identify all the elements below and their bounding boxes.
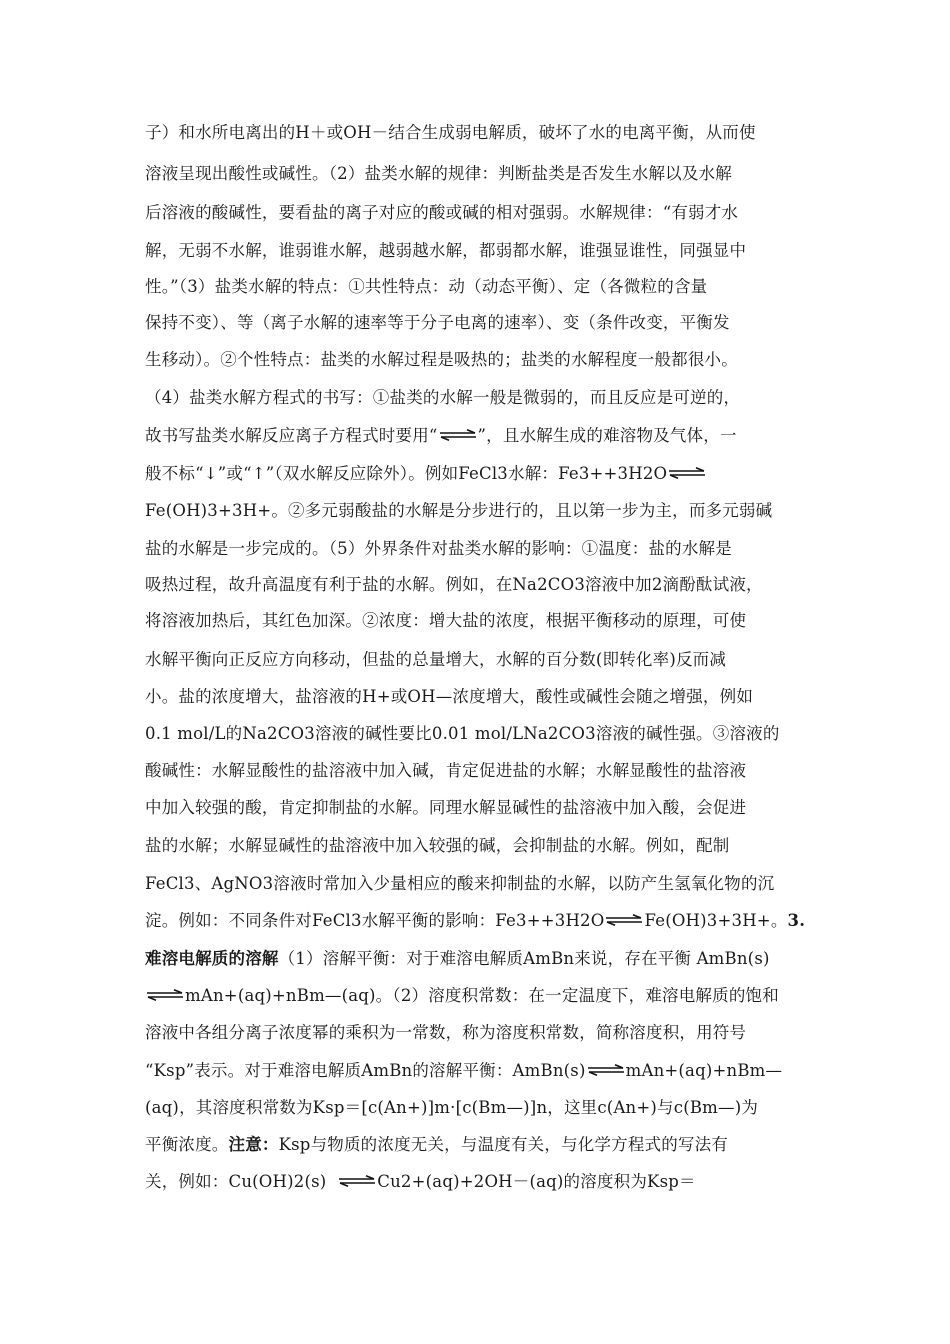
text-line bbox=[145, 532, 732, 566]
text-segment: （1）溶解平衡：对于难溶电解质AmBn来说，存在平衡 AmBn(s) bbox=[278, 949, 770, 968]
text-segment: 酸碱性：水解显酸性的盐溶液中加入碱，肯定促进盐的水解；水解显酸性的盐溶液 bbox=[145, 761, 747, 780]
text-segment: 0.1 mol/L的Na2CO3溶液的碱性要比0.01 mol/LNa2CO3溶液的碱性强。③溶液的 bbox=[145, 724, 780, 743]
text-line bbox=[145, 1091, 758, 1125]
text-segment: 溶液呈现出酸性或碱性。（2）盐类水解的规律：判断盐类是否发生水解以及水解 bbox=[145, 164, 732, 183]
text-line bbox=[145, 604, 746, 638]
text-segment: 关，例如：Cu(OH)2(s) bbox=[145, 1172, 338, 1191]
text-segment: 小。盐的浓度增大，盐溶液的H+或OH—浓度增大，酸性或碱性会随之增强，例如 bbox=[145, 687, 754, 706]
text-segment: ”，且水解生成的难溶物及气体，一 bbox=[477, 426, 737, 445]
text-line bbox=[145, 157, 732, 191]
text-line bbox=[145, 1165, 696, 1199]
section-number: 3. bbox=[787, 911, 806, 930]
text-segment: Ksp与物质的浓度无关，与温度有关，与化学方程式的写法有 bbox=[278, 1135, 729, 1154]
text-line bbox=[145, 270, 707, 304]
text-segment: (aq)，其溶度积常数为Ksp＝[c(An+)]m·[c(Bm—)]n，这里c(An+)与c(Bm—)为 bbox=[145, 1098, 759, 1117]
text-segment: 盐的水解；水解显碱性的盐溶液中加入较强的碱，会抑制盐的水解。例如，配制 bbox=[145, 836, 730, 855]
text-segment: mAn+(aq)+nBm— bbox=[625, 1061, 783, 1080]
text-line bbox=[145, 717, 780, 751]
text-segment: 盐的水解是一步完成的。（5）外界条件对盐类水解的影响：①温度：盐的水解是 bbox=[145, 539, 732, 558]
text-segment: 平衡浓度。 bbox=[145, 1135, 229, 1154]
text-line bbox=[145, 381, 740, 415]
text-line bbox=[145, 419, 737, 453]
text-segment: 溶液中各组分离子浓度幂的乘积为一常数，称为溶度积常数，简称溶度积，用符号 bbox=[145, 1023, 747, 1042]
text-line bbox=[145, 234, 746, 268]
text-line bbox=[145, 494, 772, 528]
equilibrium-arrow-icon bbox=[667, 467, 707, 479]
text-line bbox=[145, 1054, 782, 1088]
text-segment: 故书写盐类水解反应离子方程式时要用“ bbox=[145, 426, 438, 445]
section-heading: 难溶电解质的溶解 bbox=[145, 949, 279, 968]
text-segment: 吸热过程，故升高温度有利于盐的水解。例如，在Na2CO3溶液中加2滴酚酞试液， bbox=[145, 575, 763, 594]
text-segment: 水解平衡向正反应方向移动，但盐的总量增大，水解的百分数(即转化率)反而减 bbox=[145, 650, 727, 669]
text-segment: Fe(OH)3+3H+。 bbox=[644, 911, 788, 930]
text-segment: 保持不变）、等（离子水解的速率等于分子电离的速率）、变（条件改变，平衡发 bbox=[145, 313, 730, 332]
text-line bbox=[145, 942, 770, 976]
text-line bbox=[145, 343, 738, 377]
text-segment: FeCl3、AgNO3溶液时常加入少量相应的酸来抑制盐的水解，以防产生氢氧化物的沉 bbox=[145, 874, 775, 893]
text-segment: “Ksp”表示。对于难溶电解质AmBn的溶解平衡：AmBn(s) bbox=[145, 1061, 586, 1080]
text-segment: 生移动）。②个性特点：盐类的水解过程是吸热的；盐类的水解程度一般都很小。 bbox=[145, 350, 738, 369]
text-line bbox=[145, 457, 707, 491]
equilibrium-arrow-icon bbox=[145, 989, 185, 1001]
text-line bbox=[145, 196, 738, 230]
text-segment: mAn+(aq)+nBm—(aq)。（2）溶度积常数：在一定温度下，难溶电解质的饱和 bbox=[185, 986, 779, 1005]
equilibrium-arrow-icon bbox=[337, 1175, 377, 1187]
text-segment: Cu2+(aq)+2OH－(aq)的溶度积为Ksp＝ bbox=[377, 1172, 696, 1191]
text-line bbox=[145, 904, 805, 938]
text-line bbox=[145, 979, 779, 1013]
text-segment: 将溶液加热后，其红色加深。②浓度：增大盐的浓度，根据平衡移动的原理，可使 bbox=[145, 611, 747, 630]
note-label: 注意： bbox=[228, 1135, 279, 1154]
text-segment: （4）盐类水解方程式的书写：①盐类的水解一般是微弱的，而且反应是可逆的， bbox=[145, 388, 741, 407]
text-line bbox=[145, 1016, 746, 1050]
text-line bbox=[145, 680, 753, 714]
text-segment: 后溶液的酸碱性，要看盐的离子对应的酸或碱的相对强弱。水解规律：“有弱才水 bbox=[145, 203, 739, 222]
text-line bbox=[145, 306, 730, 340]
equilibrium-arrow-icon bbox=[438, 429, 478, 441]
text-line bbox=[145, 791, 746, 825]
text-segment: 淀。例如：不同条件对FeCl3水解平衡的影响：Fe3++3H2O bbox=[145, 911, 605, 930]
text-line bbox=[145, 829, 730, 863]
text-line bbox=[145, 754, 746, 788]
text-segment: 中加入较强的酸，肯定抑制盐的水解。同理水解显碱性的盐溶液中加入酸，会促进 bbox=[145, 798, 747, 817]
equilibrium-arrow-icon bbox=[604, 914, 644, 926]
text-segment: 子）和水所电离出的H＋或OH－结合生成弱电解质，破坏了水的电离平衡，从而使 bbox=[145, 123, 756, 142]
text-segment: 性。”（3）盐类水解的特点：①共性特点：动（动态平衡）、定（各微粒的含量 bbox=[145, 277, 708, 296]
text-line bbox=[145, 867, 774, 901]
text-line bbox=[145, 1128, 728, 1162]
text-line bbox=[145, 643, 726, 677]
text-line bbox=[145, 116, 756, 150]
text-segment: Fe(OH)3+3H+。②多元弱酸盐的水解是分步进行的，且以第一步为主，而多元弱碱 bbox=[145, 501, 773, 520]
equilibrium-arrow-icon bbox=[586, 1064, 626, 1076]
text-line bbox=[145, 568, 763, 602]
text-segment: 般不标“↓”或“↑”（双水解反应除外）。例如FeCl3水解：Fe3++3H2O bbox=[145, 464, 668, 483]
text-segment: 解，无弱不水解，谁弱谁水解，越弱越水解，都弱都水解，谁强显谁性，同强显中 bbox=[145, 241, 747, 260]
